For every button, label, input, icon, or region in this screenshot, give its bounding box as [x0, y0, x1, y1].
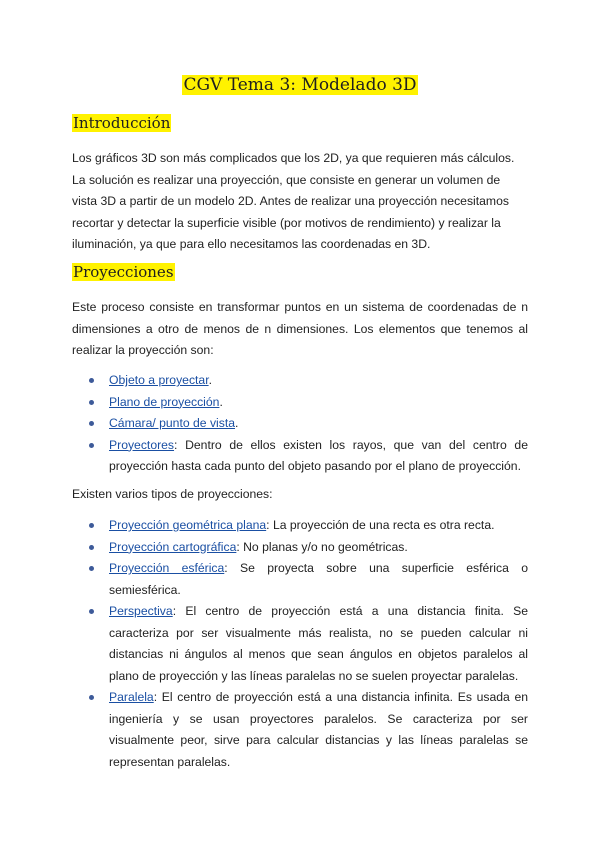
- type-link[interactable]: Perspectiva: [109, 604, 173, 618]
- bullet-icon: [89, 695, 94, 700]
- bullet-icon: [89, 421, 94, 426]
- list-item: [72, 435, 528, 478]
- intro-heading: [72, 113, 171, 133]
- bullet-icon: [89, 566, 94, 571]
- type-text: : Se proyecta sobre una superficie esférica o semiesférica.: [109, 561, 528, 597]
- list-item: [72, 392, 528, 414]
- intro-heading-text: Introducción: [73, 114, 171, 132]
- bullet-icon: [89, 523, 94, 528]
- document-title-text: CGV Tema 3: Modelado 3D: [183, 75, 417, 95]
- list-item: [72, 537, 528, 559]
- element-text: .: [208, 373, 212, 387]
- document-title: [0, 74, 600, 96]
- element-link[interactable]: Cámara/ punto de vista: [109, 416, 236, 430]
- element-link[interactable]: Objeto a proyectar: [109, 373, 209, 387]
- list-item: [72, 601, 528, 687]
- element-text: .: [235, 416, 239, 430]
- proyecciones-paragraph: Este proceso consiste en transformar puntos en un sistema de coordenadas de n dimensiones a otro de menos de n dimensiones. Los elementos que tenemos al realizar la proyección son:: [72, 300, 528, 357]
- bullet-icon: [89, 400, 94, 405]
- bullet-icon: [89, 443, 94, 448]
- list-item: [72, 515, 528, 537]
- type-link[interactable]: Proyección esférica: [109, 561, 225, 575]
- type-link[interactable]: Paralela: [109, 690, 154, 704]
- element-link[interactable]: Proyectores: [109, 437, 175, 452]
- proyecciones-heading-text: Proyecciones: [73, 263, 174, 281]
- types-list: [72, 515, 528, 773]
- type-text: : El centro de proyección está a una distancia finita. Se caracteriza por ser visualmente más realista, no se pueden calcular ni distancias ni ángulos al menos que sean ángulos en objetos paralelos al plano de proyección y las líneas paralelas no se suelen proyectar paralelas.: [109, 604, 528, 683]
- element-text: .: [219, 394, 223, 409]
- element-text: : Dentro de ellos existen los rayos, que van del centro de proyección hasta cada punto del objeto pasando por el plano de proyección.: [109, 437, 528, 473]
- elements-list: [72, 370, 528, 478]
- proyecciones-heading: [72, 262, 175, 282]
- list-item: [72, 558, 528, 601]
- type-link[interactable]: Proyección geométrica plana: [109, 518, 267, 532]
- type-text: : No planas y/o no geométricas.: [236, 539, 408, 554]
- list-item: [72, 687, 528, 773]
- types-intro: Existen varios tipos de proyecciones:: [72, 487, 273, 501]
- type-text: : La proyección de una recta es otra recta.: [266, 518, 495, 532]
- bullet-icon: [89, 609, 94, 614]
- element-link[interactable]: Plano de proyección: [109, 394, 220, 409]
- type-text: : El centro de proyección está a una distancia infinita. Es usada en ingeniería y se usan proyectores paralelos. Se caracteriza por ser visualmente peor, sirve para calcular distancias y las líneas paralelas se representan paralelas.: [109, 690, 528, 769]
- list-item: [72, 413, 528, 435]
- type-link[interactable]: Proyección cartográfica: [109, 539, 237, 554]
- list-item: [72, 370, 528, 392]
- intro-paragraph: Los gráficos 3D son más complicados que los 2D, ya que requieren más cálculos. La solución es realizar una proyección, que consiste en generar un volumen de vista 3D a partir de un modelo 2D. Antes de realizar una proyección necesitamos recortar y detectar la superficie visible (por motivos de rendimiento) y realizar la iluminación, ya que para ello necesitamos las coordenadas en 3D.: [72, 151, 515, 251]
- bullet-icon: [89, 545, 94, 550]
- bullet-icon: [89, 378, 94, 383]
